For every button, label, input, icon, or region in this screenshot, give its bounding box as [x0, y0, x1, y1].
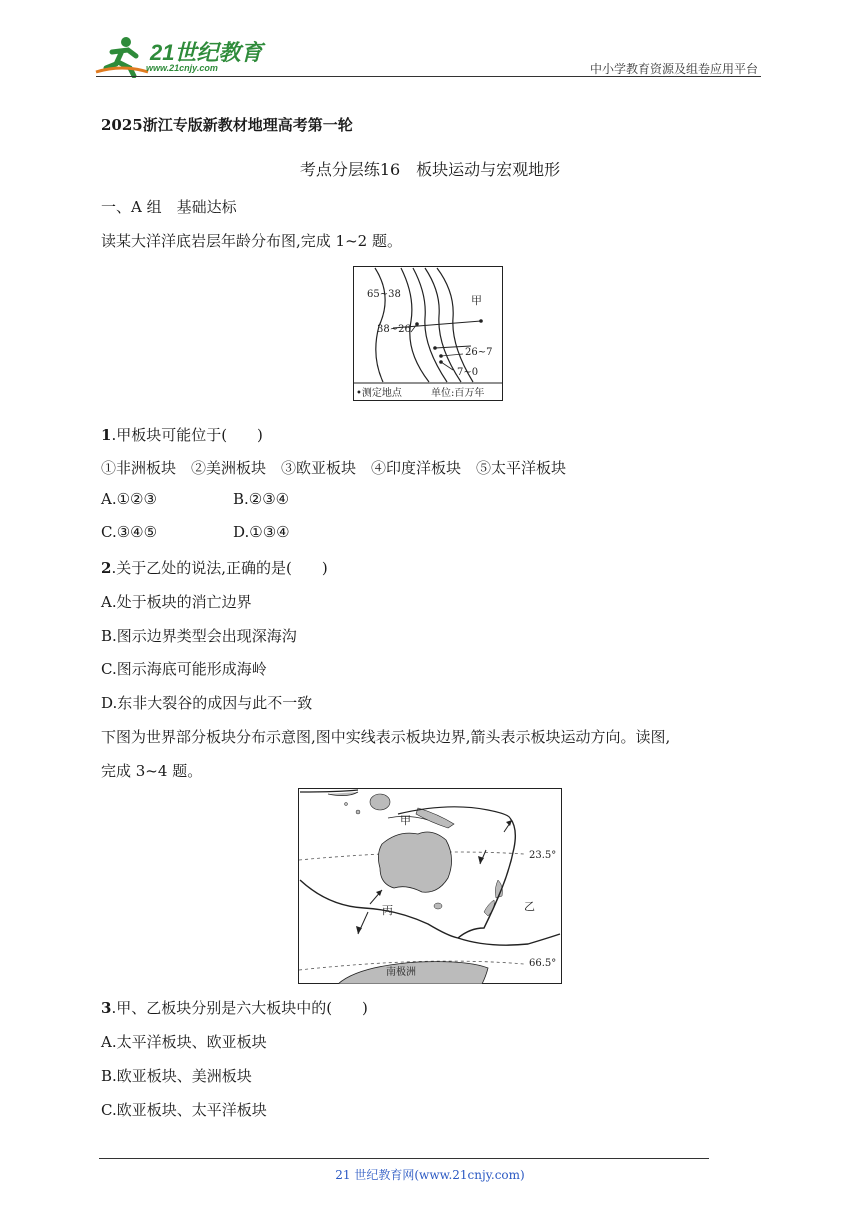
latitude-label-66-5: 66.5° [529, 958, 557, 969]
footer-divider [99, 1158, 709, 1159]
plate-label-bing: 丙 [382, 904, 393, 917]
q2-choice-d[interactable]: D.东非大裂谷的成因与此不一致 [101, 694, 313, 712]
plate-label-yi: 乙 [524, 900, 535, 913]
question-1-options-list: ①非洲板块 ②美洲板块 ③欧亚板块 ④印度洋板块 ⑤太平洋板块 [101, 459, 567, 477]
intro-text-1: 读某大洋洋底岩层年龄分布图,完成 1~2 题。 [101, 232, 402, 250]
section-heading: 一、A 组 基础达标 [101, 198, 237, 216]
intro-text-2-cont: 完成 3~4 题。 [101, 762, 203, 780]
logo-text: 21世纪教育 [150, 40, 263, 65]
ocean-floor-age-map [353, 266, 503, 401]
q3-choice-c[interactable]: C.欧亚板块、太平洋板块 [101, 1101, 267, 1119]
logo-url: www.21cnjy.com [146, 63, 218, 73]
question-3: 3.甲、乙板块分别是六大板块中的( ) [101, 999, 368, 1017]
latitude-label-23-5: 23.5° [529, 850, 557, 861]
plate-label-jia: 甲 [471, 294, 482, 307]
age-label-65-38: 65~38 [367, 289, 401, 300]
header-divider [96, 76, 761, 77]
q2-choice-a[interactable]: A.处于板块的消亡边界 [101, 593, 252, 611]
question-2: 2.关于乙处的说法,正确的是( ) [101, 559, 328, 577]
legend-unit: 单位:百万年 [431, 388, 485, 399]
intro-text-2: 下图为世界部分板块分布示意图,图中实线表示板块边界,箭头表示板块运动方向。读图, [101, 728, 671, 746]
plate-label-jia: 甲 [400, 814, 411, 827]
q3-choice-a[interactable]: A.太平洋板块、欧亚板块 [101, 1033, 267, 1051]
legend-survey-point: •测定地点 [356, 388, 402, 399]
antarctica-label: 南极洲 [386, 967, 416, 978]
q1-choice-c[interactable]: C.③④⑤ [101, 523, 158, 541]
header-platform-text: 中小学教育资源及组卷应用平台 [589, 62, 758, 76]
q1-choice-d[interactable]: D.①③④ [233, 523, 290, 541]
plate-distribution-map [298, 788, 562, 984]
footer-link[interactable]: 21 世纪教育网(www.21cnjy.com) [335, 1168, 525, 1182]
q2-choice-c[interactable]: C.图示海底可能形成海岭 [101, 660, 267, 678]
series-title: 2025浙江专版新教材地理高考第一轮 [101, 116, 353, 134]
q2-choice-b[interactable]: B.图示边界类型会出现深海沟 [101, 627, 297, 645]
q1-choice-b[interactable]: B.②③④ [233, 490, 290, 508]
question-1: 1.甲板块可能位于( ) [101, 426, 263, 444]
runner-logo-icon [92, 34, 152, 78]
q3-choice-b[interactable]: B.欧亚板块、美洲板块 [101, 1067, 252, 1085]
age-label-38-26: 38~26 [377, 324, 411, 335]
q1-choice-a[interactable]: A.①②③ [101, 490, 157, 508]
age-label-7-0: 7~0 [457, 367, 479, 378]
page-title: 考点分层练16 板块运动与宏观地形 [299, 160, 561, 179]
age-label-26-7: 26~7 [465, 347, 493, 358]
